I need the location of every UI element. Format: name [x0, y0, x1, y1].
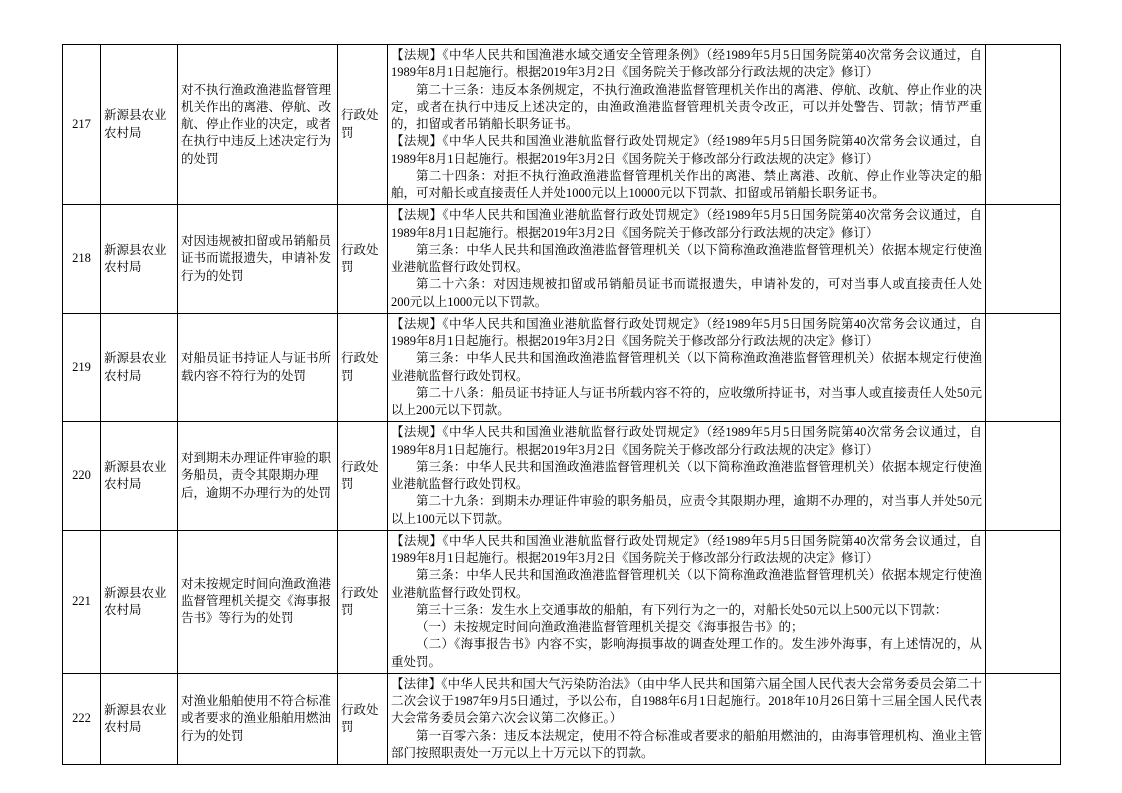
- row-department: 新源县农业农村局: [101, 530, 178, 673]
- row-number: 219: [63, 313, 101, 422]
- basis-paragraph: 第三条：中华人民共和国渔政渔港监督管理机关（以下简称渔政渔港监督管理机关）依据本规定行使渔业港航监督行政处罚权。: [391, 459, 982, 491]
- table-body: [63, 45, 1061, 765]
- row-remark: [986, 205, 1061, 314]
- row-item-name: 对到期未办理证件审验的职务船员，责令其限期办理后，逾期不办理行为的处罚: [178, 422, 338, 531]
- basis-paragraph: 【法规】《中华人民共和国渔业港航监督行政处罚规定》（经1989年5月5日国务院第40次常务会议通过，自1989年8月1日起施行。根据2019年3月2日《国务院关于修改部分行政法规的决定》修订）: [391, 208, 982, 240]
- basis-paragraph: 第二十八条：船员证书持证人与证书所载内容不符的，应收缴所持证书，对当事人或直接责任人处50元以上200元以下罚款。: [391, 385, 982, 417]
- row-legal-basis: [388, 205, 986, 314]
- row-number: 220: [63, 422, 101, 531]
- row-department: 新源县农业农村局: [101, 313, 178, 422]
- basis-paragraph: 第二十四条：对拒不执行渔政渔港监督管理机关作出的离港、禁止离港、改航、停止作业等决定的船舶，可对船长或直接责任人并处1000元以上10000元以下罚款、扣留或吊销船长职务证书。: [391, 168, 982, 200]
- table-row: [63, 45, 1061, 205]
- row-category: 行政处罚: [338, 205, 388, 314]
- basis-paragraph: （一）未按规定时间向渔政渔港监督管理机关提交《海事报告书》的；: [416, 620, 804, 634]
- row-number: 221: [63, 530, 101, 673]
- row-department: 新源县农业农村局: [101, 673, 178, 764]
- row-remark: [986, 673, 1061, 764]
- row-category: 行政处罚: [338, 530, 388, 673]
- table-row: [63, 313, 1061, 422]
- row-legal-basis: [388, 673, 986, 764]
- row-item-name: 对不执行渔政渔港监督管理机关作出的离港、停航、改航、停止作业的决定，或者在执行中违反上述决定行为的处罚: [178, 45, 338, 205]
- row-remark: [986, 422, 1061, 531]
- table-row: [63, 422, 1061, 531]
- basis-paragraph: 第二十六条：对因违规被扣留或吊销船员证书而谎报遗失，申请补发的，可对当事人或直接责任人处200元以上1000元以下罚款。: [391, 277, 982, 309]
- row-number: 222: [63, 673, 101, 764]
- row-department: 新源县农业农村局: [101, 205, 178, 314]
- row-item-name: 对因违规被扣留或吊销船员证书而谎报遗失，申请补发行为的处罚: [178, 205, 338, 314]
- table-row: [63, 205, 1061, 314]
- row-legal-basis: [388, 313, 986, 422]
- row-item-name: 对未按规定时间向渔政渔港监督管理机关提交《海事报告书》等行为的处罚: [178, 530, 338, 673]
- basis-paragraph: 【法规】《中华人民共和国渔业港航监督行政处罚规定》（经1989年5月5日国务院第40次常务会议通过，自1989年8月1日起施行。根据2019年3月2日《国务院关于修改部分行政法规的决定》修订）: [391, 134, 982, 166]
- basis-paragraph: 第三条：中华人民共和国渔政渔港监督管理机关（以下简称渔政渔港监督管理机关）依据本规定行使渔业港航监督行政处罚权。: [391, 242, 982, 274]
- table-row: [63, 530, 1061, 673]
- row-legal-basis: [388, 422, 986, 531]
- row-remark: [986, 530, 1061, 673]
- row-item-name: 对渔业船舶使用不符合标准或者要求的渔业船舶用燃油行为的处罚: [178, 673, 338, 764]
- row-department: 新源县农业农村局: [101, 422, 178, 531]
- row-legal-basis: [388, 530, 986, 673]
- row-category: 行政处罚: [338, 45, 388, 205]
- basis-paragraph: （二）《海事报告书》内容不实，影响海损事故的调查处理工作的。发生涉外海事，有上述情况的，从重处罚。: [391, 637, 982, 669]
- regulations-table: [62, 44, 1061, 765]
- basis-paragraph: 第一百零六条：违反本法规定，使用不符合标准或者要求的船舶用燃油的，由海事管理机构、渔业主管部门按照职责处一万元以上十万元以下的罚款。: [391, 728, 982, 760]
- row-category: 行政处罚: [338, 673, 388, 764]
- row-number: 218: [63, 205, 101, 314]
- basis-paragraph: 【法规】《中华人民共和国渔业港航监督行政处罚规定》（经1989年5月5日国务院第40次常务会议通过，自1989年8月1日起施行。根据2019年3月2日《国务院关于修改部分行政法规的决定》修订）: [391, 425, 982, 457]
- basis-paragraph: 第三条：中华人民共和国渔政渔港监督管理机关（以下简称渔政渔港监督管理机关）依据本规定行使渔业港航监督行政处罚权。: [391, 351, 982, 383]
- table-row: [63, 673, 1061, 764]
- basis-paragraph: 【法律】《中华人民共和国大气污染防治法》（由中华人民共和国第六届全国人民代表大会常务委员会第二十二次会议于1987年9月5日通过，予以公布，自1988年6月1日起施行。2018年10月26日第十三届全国人民代表大会常务委员会第六次会议第二次修正。）: [391, 676, 982, 726]
- basis-paragraph: 第三十三条：发生水上交通事故的船舶，有下列行为之一的，对船长处50元以上500元以下罚款：: [416, 602, 948, 617]
- basis-paragraph: 【法规】《中华人民共和国渔港水域交通安全管理条例》（经1989年5月5日国务院第40次常务会议通过，自1989年8月1日起施行。根据2019年3月2日《国务院关于修改部分行政法规的决定》修订）: [391, 48, 982, 80]
- row-item-name: 对船员证书持证人与证书所载内容不符行为的处罚: [178, 313, 338, 422]
- row-remark: [986, 45, 1061, 205]
- basis-paragraph: 第三条：中华人民共和国渔政渔港监督管理机关（以下简称渔政渔港监督管理机关）依据本规定行使渔业港航监督行政处罚权。: [391, 568, 982, 600]
- row-category: 行政处罚: [338, 313, 388, 422]
- row-department: 新源县农业农村局: [101, 45, 178, 205]
- row-remark: [986, 313, 1061, 422]
- basis-paragraph: 【法规】《中华人民共和国渔业港航监督行政处罚规定》（经1989年5月5日国务院第40次常务会议通过，自1989年8月1日起施行。根据2019年3月2日《国务院关于修改部分行政法规的决定》修订）: [391, 316, 982, 348]
- row-legal-basis: [388, 45, 986, 205]
- row-number: 217: [63, 45, 101, 205]
- basis-paragraph: 第二十三条：违反本条例规定，不执行渔政渔港监督管理机关作出的离港、停航、改航、停止作业的决定，或者在执行中违反上述决定的，由渔政渔港监督管理机关责令改正，可以并处警告、罚款；情节严重的，扣留或者吊销船长职务证书。: [391, 82, 982, 131]
- basis-paragraph: 【法规】《中华人民共和国渔业港航监督行政处罚规定》（经1989年5月5日国务院第40次常务会议通过，自1989年8月1日起施行。根据2019年3月2日《国务院关于修改部分行政法规的决定》修订）: [391, 533, 982, 565]
- basis-paragraph: 第二十九条：到期未办理证件审验的职务船员，应责令其限期办理，逾期不办理的，对当事人并处50元以上100元以下罚款。: [391, 494, 982, 526]
- row-category: 行政处罚: [338, 422, 388, 531]
